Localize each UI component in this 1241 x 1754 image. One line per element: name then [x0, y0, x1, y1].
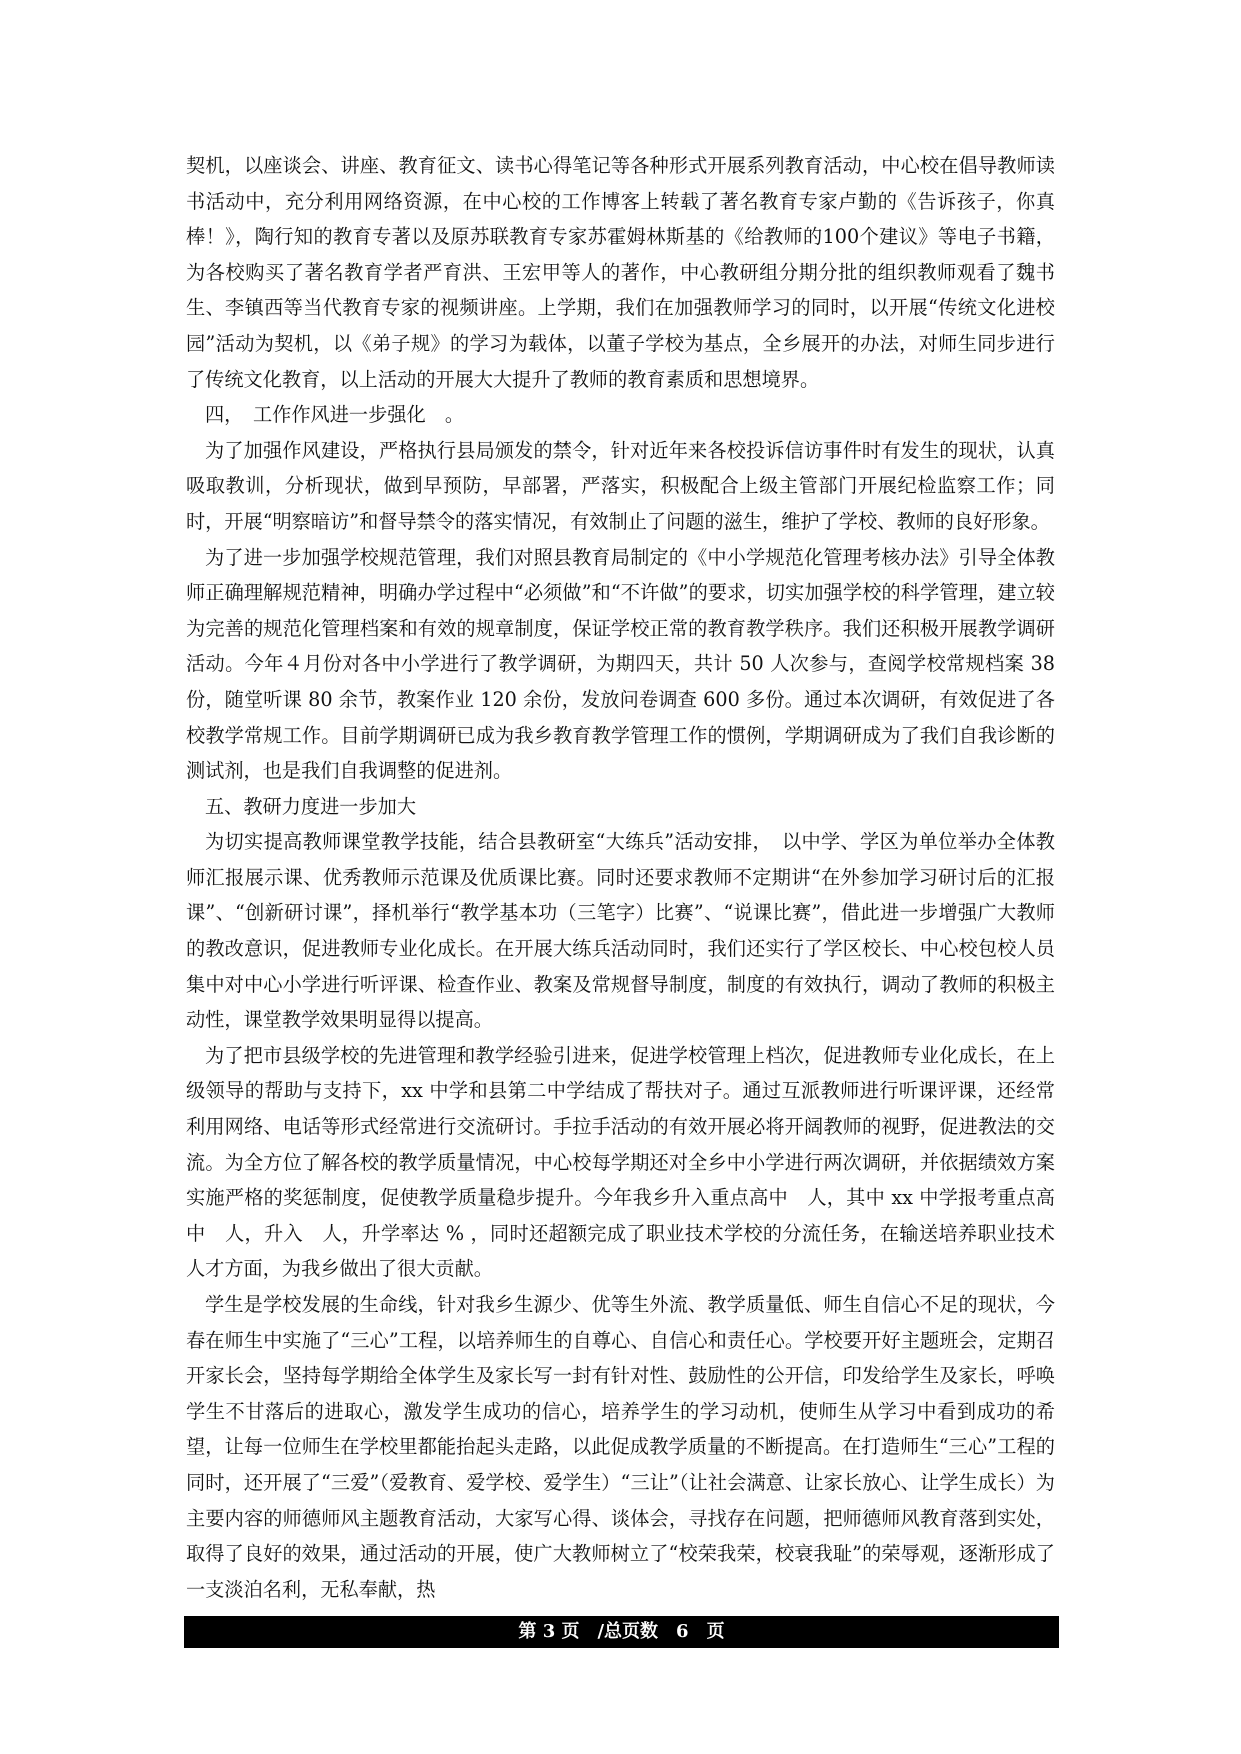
paragraph-teaching-skills: 为切实提高教师课堂教学技能，结合县教研室“大练兵”活动安排， 以中学、学区为单位举办全体教师汇报展示课、优秀教师示范课及优质课比赛。同时还要求教师不定期讲“在外参加学习研讨后的汇报课”、“创新研讨课”，择机举行“教学基本功（三笔字）比赛”、“说课比赛”，借此进一步增强广大教师的教改意识，促进教师专业化成长。在开展大练兵活动同时，我们还实行了学区校长、中心校包校人员集中对中心小学进行听评课、检查作业、教案及常规督导制度，制度的有效执行，调动了教师的积极主动性，课堂教学效果明显得以提高。: [186, 830, 1055, 1032]
paragraph-continuation: 契机，以座谈会、讲座、教育征文、读书心得笔记等各种形式开展系列教育活动，中心校在倡导教师读书活动中，充分利用网络资源，在中心校的工作博客上转载了著名教育专家卢勤的《告诉孩子，你真棒！》，陶行知的教育专著以及原苏联教育专家苏霍姆林斯基的《给教师的100个建议》等电子书籍，为各校购买了著名教育学者严育洪、王宏甲等人的著作，中心教研组分期分批的组织教师观看了魏书生、李镇西等当代教育专家的视频讲座。上学期，我们在加强教师学习的同时，以开展“传统文化进校园”活动为契机，以《弟子规》的学习为载体，以董子学校为基点，全乡展开的办法，对师生同步进行了传统文化教育，以上活动的开展大大提升了教师的教育素质和思想境界。: [186, 154, 1055, 391]
section-heading-4: 四， 工作作风进一步强化 。: [205, 403, 465, 427]
page-footer: [184, 1616, 1059, 1648]
page-number-label: 第 3 页 /总页数 6 页: [518, 1621, 725, 1642]
document-body: [186, 148, 1055, 1607]
paragraph-partnership: 为了把市县级学校的先进管理和教学经验引进来，促进学校管理上档次，促进教师专业化成长，在上级领导的帮助与支持下，xx 中学和县第二中学结成了帮扶对子。通过互派教师进行听课评课，还经常利用网络、电话等形式经常进行交流研讨。手拉手活动的有效开展必将开阔教师的视野，促进教法的交流。为全方位了解各校的教学质量情况，中心校每学期还对全乡中小学进行两次调研，并依据绩效方案实施严格的奖惩制度，促使教学质量稳步提升。今年我乡升入重点高中 人，其中 xx 中学报考重点高中 人，升入 人，升学率达 % ，同时还超额完成了职业技术学校的分流任务，在输送培养职业技术人才方面，为我乡做出了很大贡献。: [186, 1043, 1055, 1281]
section-heading-5: 五、教研力度进一步加大: [205, 794, 417, 818]
paragraph-three-hearts: 学生是学校发展的生命线，针对我乡生源少、优等生外流、教学质量低、师生自信心不足的现状，今春在师生中实施了“三心”工程，以培养师生的自尊心、自信心和责任心。学校要开好主题班会，定期召开家长会，坚持每学期给全体学生及家长写一封有针对性、鼓励性的公开信，印发给学生及家长，呼唤学生不甘落后的进取心，激发学生成功的信心，培养学生的学习动机，使师生从学习中看到成功的希望，让每一位师生在学校里都能抬起头走路，以此促成教学质量的不断提高。在打造师生“三心”工程的同时，还开展了“三爱”（爱教育、爱学校、爱学生）“三让”（让社会满意、让家长放心、让学生成长）为主要内容的师德师风主题教育活动，大家写心得、谈体会，寻找存在问题，把师德师风教育落到实处，取得了良好的效果，通过活动的开展，使广大教师树立了“校荣我荣，校衰我耻”的荣辱观，逐渐形成了一支淡泊名利，无私奉献，热: [186, 1293, 1055, 1601]
paragraph-school-management: 为了进一步加强学校规范管理，我们对照县教育局制定的《中小学规范化管理考核办法》引导全体教师正确理解规范精神，明确办学过程中“必须做”和“不许做”的要求，切实加强学校的科学管理，建立较为完善的规范化管理档案和有效的规章制度，保证学校正常的教育教学秩序。我们还积极开展教学调研活动。今年４月份对各中小学进行了教学调研，为期四天，共计 50 人次参与，查阅学校常规档案 38 份，随堂听课 80 余节，教案作业 120 余份，发放问卷调查 600 多份。通过本次调研，有效促进了各校教学常规工作。目前学期调研已成为我乡教育教学管理工作的惯例，学期调研成为了我们自我诊断的测试剂，也是我们自我调整的促进剂。: [186, 545, 1055, 783]
paragraph-work-style: 为了加强作风建设，严格执行县局颁发的禁令，针对近年来各校投诉信访事件时有发生的现状，认真吸取教训，分析现状，做到早预防，早部署，严落实，积极配合上级主管部门开展纪检监察工作；同时，开展“明察暗访”和督导禁令的落实情况，有效制止了问题的滋生，维护了学校、教师的良好形象。: [186, 438, 1055, 533]
